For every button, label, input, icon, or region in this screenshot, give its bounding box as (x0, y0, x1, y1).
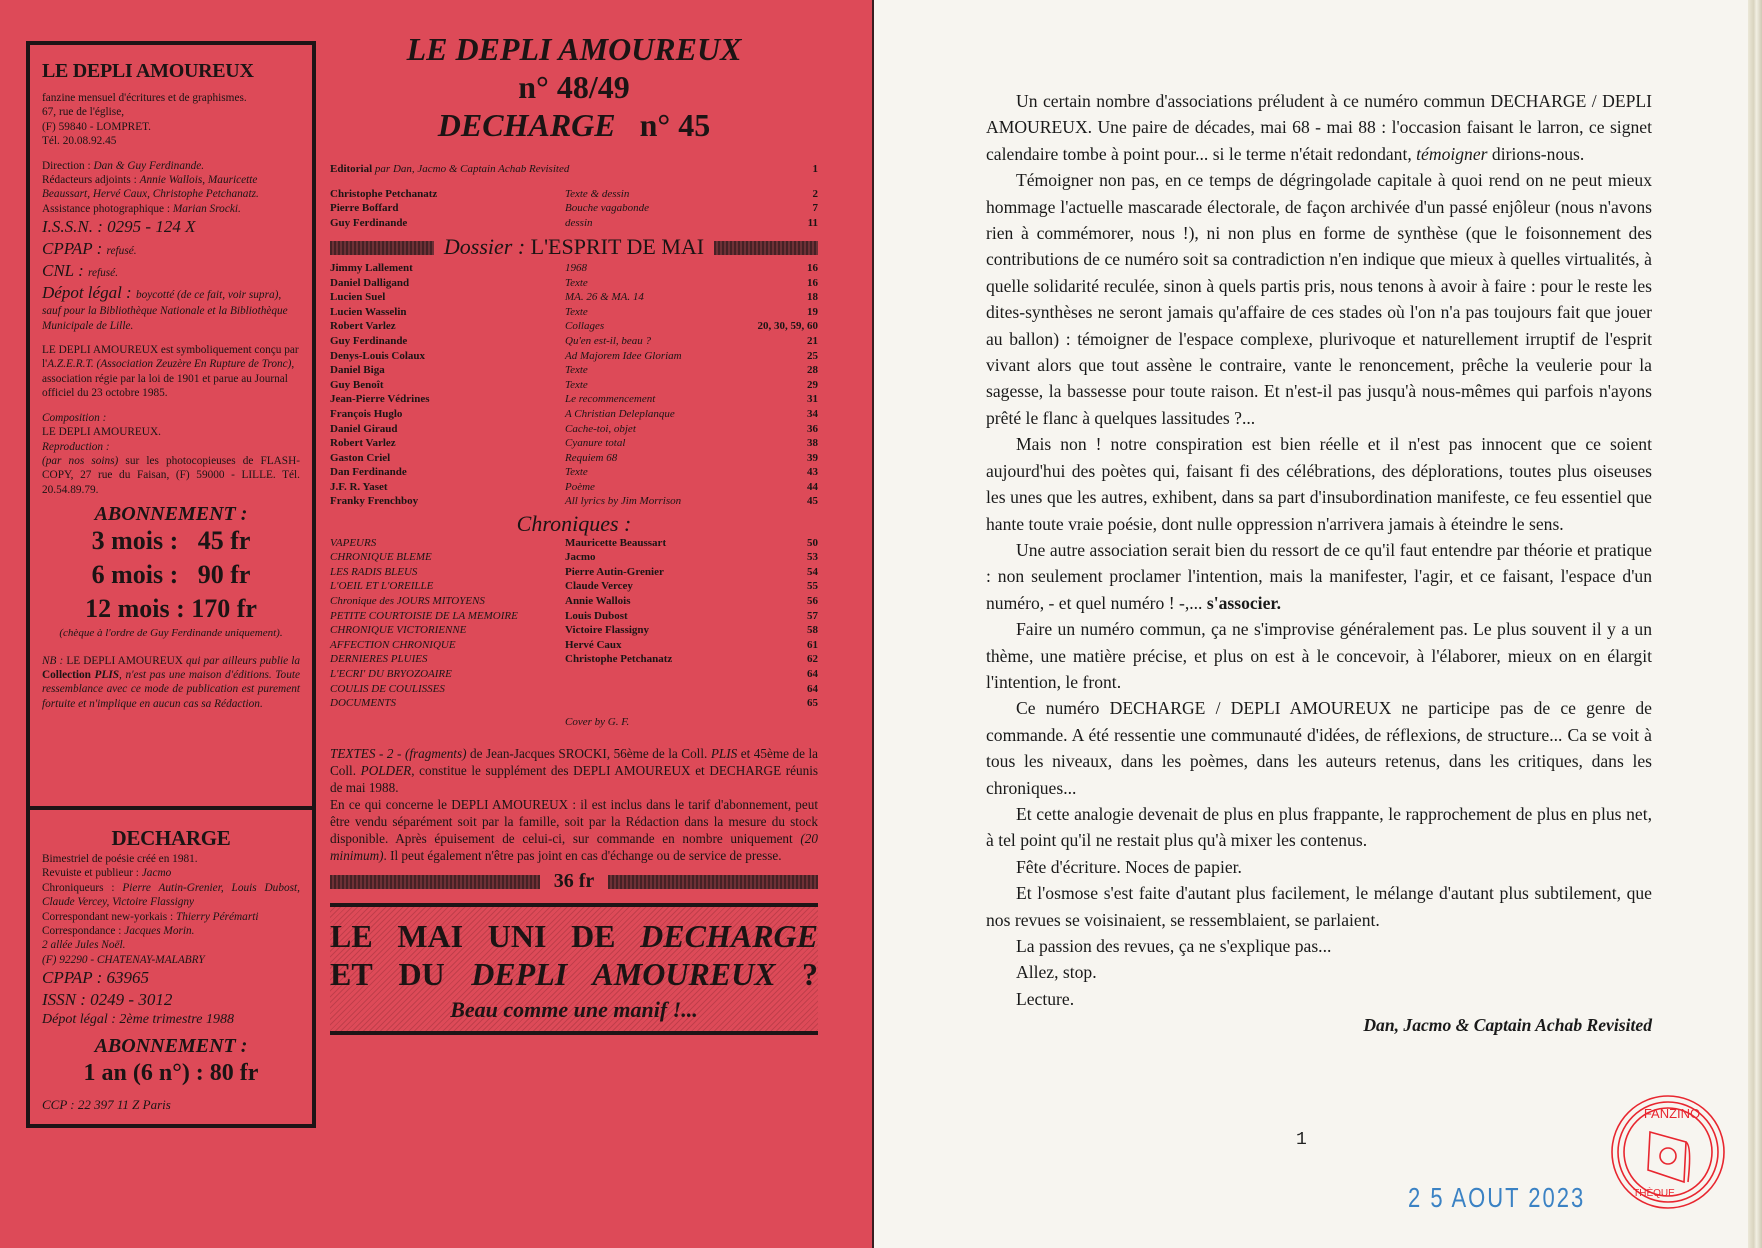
correspondant (42, 910, 300, 924)
price: 36 fr (553, 870, 595, 893)
cnl-label: CNL : (42, 261, 88, 281)
decharge-cppap: CPPAP : 63965 (42, 968, 150, 988)
toc-page: 45 (807, 495, 818, 508)
toc-page: 1 (812, 163, 818, 175)
toc-title: Ad Majorem Idee Gloriam (565, 349, 682, 362)
fanzinotheque-seal-icon (1608, 1092, 1728, 1212)
hatch-decoration (330, 241, 434, 255)
toc-title: Collages (565, 320, 605, 333)
toc-page: 7 (812, 202, 818, 215)
toc-title: Cyanure total (565, 437, 626, 450)
toc-page: 53 (807, 551, 818, 564)
toc-author: Franky Frenchboy (330, 495, 419, 508)
masthead-decharge-name: DECHARGE (437, 107, 616, 143)
dossier-title-wrap (443, 234, 705, 260)
address-line: Tél. 20.08.92.45 (42, 135, 117, 148)
toc-row (330, 363, 818, 378)
toc-author: Jean-Pierre Védrines (330, 393, 430, 406)
toc-title: LES RADIS BLEUS (330, 565, 418, 578)
toc-author: Guy Benoît (330, 378, 384, 391)
cover-credit: Cover by G. F. (565, 715, 630, 728)
reproduction-label: Reproduction : (42, 440, 110, 453)
address-line: (F) 59840 - LOMPRET. (42, 120, 151, 133)
toc-author: Hervé Caux (565, 638, 622, 651)
editorial-text-run: Allez, stop. (1016, 962, 1097, 983)
toc-row (330, 682, 818, 697)
assistance-label: Assistance photographique : (42, 202, 173, 215)
toc-title: Texte & dessin (565, 187, 630, 200)
dossier-label: Dossier : (443, 234, 531, 260)
toc-author: Jimmy Lallement (330, 261, 413, 274)
toc-title: AFFECTION CHRONIQUE (330, 638, 456, 651)
toc-title: VAPEURS (330, 536, 377, 549)
nb-text: qui par ailleurs publie la (182, 654, 300, 667)
toc-page: 50 (807, 536, 818, 549)
promo-italic: DEPLI AMOUREUX (471, 956, 776, 993)
masthead-decharge-number: n° 45 (639, 107, 711, 143)
toc-editorial-label: Editorial (330, 163, 375, 175)
correspondance-label: Correspondance : (42, 925, 125, 938)
editorial-paragraph (986, 880, 1652, 933)
cnl-value: refusé. (88, 267, 119, 280)
editorial-text-run: Et l'osmose s'est faite d'autant plus facilement, le mélange d'autant plus subtilement, que nos revues se voisinaient, se ressemblaient, se parlaient. (986, 883, 1652, 930)
hatch-decoration (714, 241, 818, 255)
issn: I.S.S.N. : 0295 - 124 X (42, 217, 196, 237)
toc-title: Texte (565, 305, 588, 318)
nb-label: NB : (42, 654, 67, 667)
correspondance-value: Jacques Morin. (124, 925, 195, 938)
toc-author: Denys-Louis Colaux (330, 349, 426, 362)
nb-collection: Collection (42, 668, 95, 681)
editorial-text-run: La passion des revues, ça ne s'explique pas... (1016, 936, 1332, 956)
toc-row (330, 392, 818, 407)
toc-page: 18 (807, 291, 818, 304)
toc-page: 28 (807, 364, 818, 377)
depot-value: boycotté (de ce fait, voir supra), sauf pour la Bibliothèque Nationale et la Bibliothèque Municipale de Lille. (42, 289, 288, 332)
reproduction-italic: (par nos soins) (42, 454, 119, 467)
toc-title: Le recommencement (565, 393, 656, 406)
direction (42, 159, 300, 173)
toc-author: Mauricette Beaussart (565, 536, 667, 549)
cppap-value: refusé. (106, 245, 137, 258)
editorial-text-run: Faire un numéro commun, ça ne s'improvise généralement pas. Le plus souvent il y a un thème, une matière précise, et plus on est à le concevoir, à l'élaborer, mieux on en élargit l'intention, le front. (986, 619, 1652, 692)
editorial-paragraph (986, 933, 1652, 959)
toc-page: 19 (807, 305, 818, 318)
supplement-note (330, 745, 818, 864)
toc-author: Annie Wallois (565, 595, 631, 608)
toc-page: 21 (807, 334, 818, 347)
chroniques-title: Chroniques : (516, 511, 632, 537)
toc-row (330, 319, 818, 334)
editorial-paragraph (986, 959, 1652, 985)
toc-row (330, 407, 818, 422)
toc-page: 57 (807, 609, 818, 622)
direction-value: Dan & Guy Ferdinande. (93, 159, 205, 172)
toc-title: Qu'en est-il, beau ? (565, 334, 652, 347)
assistance-value: Marian Srocki. (172, 202, 241, 215)
editorial-text-run: Fête d'écriture. Noces de papier. (1016, 856, 1242, 877)
toc-author (565, 667, 738, 682)
toc-page: 34 (807, 407, 818, 420)
dossier-heading (330, 234, 818, 260)
decharge-info-box (26, 806, 316, 1128)
toc-author: François Huglo (330, 407, 403, 420)
toc-page: 25 (807, 349, 818, 362)
editorial-signature: Dan, Jacmo & Captain Achab Revisited (1363, 1015, 1652, 1036)
toc-row (330, 436, 818, 451)
toc-author: Jacmo (565, 551, 596, 564)
toc-page: 2 (812, 187, 818, 200)
depot-label: Dépot légal : (42, 283, 136, 303)
cppap (42, 238, 300, 260)
editorial-text-run: Et cette analogie devenait de plus en plus frappante, le rapprochement de plus en plus net, à tel point qu'il ne restait plus qu'à mixer les contenus. (986, 803, 1652, 851)
page-edge (1748, 0, 1762, 1248)
supp-italic: PLIS (710, 746, 738, 762)
toc-title: DOCUMENTS (330, 697, 397, 710)
decharge-depot: Dépot légal : 2ème trimestre 1988 (42, 1012, 234, 1028)
toc-page: 11 (807, 216, 818, 229)
toc-row (330, 201, 818, 216)
promo-banner (330, 903, 818, 1035)
seal-top-text: FANZINO (1643, 1106, 1701, 1121)
toc-editorial-text (330, 162, 738, 177)
seal-bottom-text: THÈQUE (1633, 1188, 1675, 1199)
toc-title: DERNIERES PLUIES (330, 653, 428, 666)
toc-row (330, 378, 818, 393)
toc-title: CHRONIQUE VICTORIENNE (330, 624, 467, 637)
toc-row (330, 465, 818, 480)
supp-text: En ce qui concerne le DEPLI AMOUREUX : il est inclus dans le tarif d'abonnement, peut être vendu séparément soit par la famille, soit par la Rédaction dans la mesure du stock disponible. Après épuisement de celui-ci, sur commande en nombre uniquement (330, 797, 818, 847)
redacteurs-value: Annie Wallois, Mauricette Beaussart, Hervé Caux, Christophe Petchanatz. (42, 174, 259, 201)
table-of-contents-column (330, 30, 818, 1035)
symbol-text: LE DEPLI AMOUREUX est symboliquement conçu par l' (42, 344, 299, 371)
box-title: DECHARGE (111, 826, 231, 850)
supp-italic: POLDER (360, 763, 412, 779)
toc-row (330, 652, 818, 667)
toc-title: 1968 (565, 261, 587, 274)
supp-italic: (20 minimum) (330, 831, 818, 864)
composition-value: LE DEPLI AMOUREUX. (42, 426, 161, 439)
cppap-label: CPPAP : (42, 239, 107, 259)
editorial-paragraph (986, 695, 1652, 801)
toc-row (330, 696, 818, 711)
toc-row (330, 305, 818, 320)
symbolic-note (42, 343, 300, 401)
toc-title: CHRONIQUE BLEME (330, 551, 432, 564)
toc-page: 29 (807, 378, 818, 391)
left-page-red-cover (0, 0, 874, 1248)
toc-author: Pierre Boffard (330, 202, 399, 215)
toc-page: 36 (807, 422, 818, 435)
toc-page: 43 (807, 466, 818, 479)
toc-title: Texte (565, 466, 588, 479)
promo-text: LE MAI UNI DE (330, 918, 641, 955)
toc-author: Lucien Wasselin (330, 305, 407, 318)
toc-row (330, 187, 818, 202)
editorial-text-run: Mais non ! notre conspiration est bien réelle et il n'est pas innocent que ce soient aujourd'hui des poètes qui, faisant fi des célébrations, des déplorations, toutes plus oiseuses les unes que les autres, exhibent, dans sa part d'insubordination manifeste, ce feu essentiel que hante toute vraie poésie, dont nulle oppression n'arrivera jamais à éteindre le sens. (986, 434, 1652, 534)
redacteurs (42, 173, 300, 202)
correspondance (42, 924, 300, 938)
toc-page: 31 (807, 393, 818, 406)
box-title: LE DEPLI AMOUREUX (42, 60, 254, 82)
symbol-association: A.Z.E.R.T. (Association Zeuzère En Rupture de Tronc) (47, 358, 292, 371)
abonnement-line: 6 mois : 90 fr (91, 559, 251, 589)
hatch-decoration (608, 875, 818, 889)
toc-row (330, 494, 818, 509)
toc-title: MA. 26 & MA. 14 (565, 291, 644, 304)
editorial-text-run: s'associer. (1206, 592, 1281, 613)
toc-page: 64 (807, 682, 818, 695)
toc-author: Daniel Biga (330, 364, 385, 377)
toc-author (565, 682, 738, 697)
toc-row (330, 451, 818, 466)
page-number: 1 (1296, 1130, 1307, 1150)
toc-page: 65 (807, 697, 818, 710)
date-stamp: 2 5 AOUT 2023 (1408, 1181, 1586, 1213)
editorial-text (986, 88, 1652, 1039)
cnl (42, 260, 300, 282)
toc-author: J.F. R. Yaset (330, 480, 388, 493)
toc-row (330, 334, 818, 349)
promo-line (330, 917, 818, 955)
supp-text: . Il peut également n'être pas joint en cas d'échange ou de service de presse. (383, 848, 782, 864)
decharge-abonnement-line: 1 an (6 n°) : 80 fr (83, 1059, 259, 1086)
supp-text: de Jean-Jacques SROCKI, 56ème de la Coll. (466, 746, 711, 762)
toc-row (330, 290, 818, 305)
toc (330, 162, 818, 729)
toc-title: Texte (565, 364, 588, 377)
promo-line (330, 955, 818, 993)
toc-title: PETITE COURTOISIE DE LA MEMOIRE (330, 609, 518, 622)
toc-row (330, 609, 818, 624)
toc-page: 56 (807, 595, 818, 608)
toc-editorial (330, 162, 818, 177)
reproduction (42, 454, 300, 497)
revuiste-label: Revuiste et publieur : (42, 867, 142, 880)
decharge-abonnement-title: ABONNEMENT : (94, 1035, 248, 1058)
address-line: 67, rue de l'église, (42, 106, 125, 119)
editorial-text-run: dirions-nous. (1487, 143, 1585, 164)
nb-note (42, 654, 300, 712)
promo-subtitle: Beau comme une manif !... (450, 997, 698, 1023)
editorial-paragraph (986, 167, 1652, 431)
editorial-text-run: Lecture. (1016, 988, 1075, 1009)
toc-author: Guy Ferdinande (330, 334, 408, 347)
assistance (42, 202, 300, 216)
chroniqueurs (42, 881, 300, 910)
symbol-text-end: , association régie par la loi de 1901 et parue au Journal officiel du 23 octobre 1985. (42, 358, 295, 400)
toc-page: 55 (807, 580, 818, 593)
toc-title: Texte (565, 378, 588, 391)
price-row (330, 870, 818, 893)
toc-title: Cache-toi, objet (565, 422, 636, 435)
toc-author: Guy Ferdinande (330, 216, 408, 229)
editorial-paragraph (986, 854, 1652, 880)
toc-page: 62 (807, 653, 818, 666)
decharge-ccp: CCP : 22 397 11 Z Paris (42, 1096, 171, 1112)
promo-text: ? (775, 956, 819, 993)
toc-page: 54 (807, 565, 818, 578)
masthead-issue: n° 48/49 (518, 69, 630, 105)
promo-text: ET DU (330, 956, 472, 993)
toc-author: Daniel Giraud (330, 422, 398, 435)
nb-plis: PLIS (94, 668, 120, 681)
toc-author: Dan Ferdinande (330, 466, 407, 479)
toc-row (330, 480, 818, 495)
toc-editorial-by: par Dan, Jacmo & Captain Achab Revisited (374, 163, 570, 175)
toc-row (330, 536, 818, 551)
supp-italic: TEXTES - 2 - (fragments) (330, 746, 467, 762)
toc-author: Victoire Flassigny (565, 624, 650, 637)
supp-text: , constitue le supplément des DEPLI AMOUREUX et DECHARGE réunis de mai 1988. (330, 763, 818, 796)
decharge-line: Bimestriel de poésie créé en 1981. (42, 853, 198, 865)
editorial-text-run: témoigner (1416, 143, 1488, 164)
toc-row (330, 594, 818, 609)
toc-title: L'ECRI' DU BRYOZOAIRE (330, 668, 452, 680)
nb-title: LE DEPLI AMOUREUX (66, 654, 183, 667)
masthead-decharge (330, 106, 818, 144)
editorial-text-run: Une autre association serait bien du ressort de ce qu'il faut entendre par théorie et pratique : non seulement proclamer l'intention, mais la manifester, l'agir, et ce faisant, l'espace d'un numéro, - et quel numéro ! -,... (986, 539, 1652, 613)
toc-row (330, 565, 818, 580)
toc-author: Lucien Suel (330, 291, 386, 304)
toc-page: 58 (807, 624, 818, 637)
toc-row (330, 579, 818, 594)
editorial-text-run: Ce numéro DECHARGE / DEPLI AMOUREUX ne participe pas de ce genre de commande. A été ressentie une communauté d'idées, de réflexions, de structure... Ca se voit à tous les niveaux, dans les poèmes, dans les auteurs retenus, dans les critiques, dans les chroniques... (986, 698, 1652, 798)
editorial-paragraph (986, 986, 1652, 1012)
toc-author: Louis Dubost (565, 609, 628, 622)
toc-page: 39 (807, 451, 818, 464)
correspondant-value: Thierry Pérémarti (175, 910, 259, 923)
toc-title: Chronique des JOURS MITOYENS (330, 595, 485, 608)
toc-author: Daniel Dalligand (330, 276, 410, 289)
depot-legal (42, 282, 300, 333)
toc-row (330, 667, 818, 682)
toc-author: Pierre Autin-Grenier (565, 565, 664, 578)
chroniqueurs-value: Pierre Autin-Grenier, Louis Dubost, Claude Vercey, Victoire Flassigny (42, 881, 300, 909)
toc-author: Gaston Criel (330, 451, 391, 464)
editorial-paragraph (986, 801, 1652, 854)
toc-author: Robert Varlez (330, 437, 396, 450)
toc-author: Claude Vercey (565, 580, 633, 593)
cheque-note: (chèque à l'ordre de Guy Ferdinande uniquement). (59, 626, 283, 639)
toc-row (330, 276, 818, 291)
redacteurs-label: Rédacteurs adjoints : (42, 174, 140, 187)
toc-title: Poème (565, 480, 595, 493)
reproduction-value: sur les photocopieuses de FLASH-COPY, 27 rue du Faisan, (F) 59000 - LILLE. Tél. 20.54.89.79. (42, 454, 300, 496)
revuiste (42, 866, 300, 880)
composition-label: Composition : (42, 411, 107, 424)
toc-title: dessin (565, 216, 593, 229)
abonnement-line: 12 mois : 170 fr (85, 593, 257, 623)
toc-row (330, 349, 818, 364)
revuiste-value: Jacmo (141, 867, 172, 880)
toc-row (330, 550, 818, 565)
supp-text: et 45ème de la Coll. (330, 746, 818, 779)
correspondant-label: Correspondant new-yorkais : (42, 910, 176, 923)
toc-row (330, 638, 818, 653)
toc-row (330, 261, 818, 276)
nb-text-end: , n'est pas une maison d'éditions. Toute ressemblance avec ce mode de publication est purement fortuite et n'implique en aucun cas sa Rédaction. (42, 668, 300, 710)
editorial-paragraph (986, 431, 1652, 537)
toc-title: All lyrics by Jim Morrison (565, 495, 682, 508)
toc-title: Bouche vagabonde (565, 202, 649, 215)
editorial-text-run: Un certain nombre d'associations préludent à ce numéro commun DECHARGE / DEPLI AMOUREUX. Une paire de décades, mai 68 - mai 88 : l'occasion faisant le larron, ce signet calendaire tombe à point pour... si le terme n'était redondant, (986, 91, 1652, 164)
toc-page: 20, 30, 59, 60 (757, 320, 818, 333)
toc-page: 61 (807, 638, 818, 651)
decharge-address: (F) 92290 - CHATENAY-MALABRY (42, 953, 205, 966)
chroniqueurs-label: Chroniqueurs : (42, 881, 123, 894)
toc-page: 44 (807, 480, 818, 493)
editorial-paragraph (986, 537, 1652, 616)
abonnement-line: 3 mois : 45 fr (91, 525, 251, 555)
editorial-paragraph (986, 88, 1652, 167)
toc-title: Texte (565, 276, 588, 289)
toc-author: Robert Varlez (330, 320, 396, 333)
direction-label: Direction : (42, 159, 94, 172)
masthead-title: LE DEPLI AMOUREUX (406, 31, 742, 67)
toc-title: A Christian Deleplanque (565, 407, 675, 420)
toc-row (330, 216, 818, 231)
depli-amoureux-info-box (26, 41, 316, 807)
toc-author (565, 696, 738, 711)
toc-page: 16 (807, 276, 818, 289)
editorial-text-run: Témoigner non pas, en ce temps de dégringolade capitale à quoi rend on ne peut mieux hommage l'actuelle mascarade électorale, de façon archivée d'un passé enjôleur (nous n'avons rien à commémorer, nous !), ni non plus en forme de synthèse (que le foisonnement des contributions de ce numéro soit sa contradiction n'en indique que mieux à quelles virtualités, à quelle solidarité reculée, sinon à quels partis pris, nous tenons à avoir à faire : pour le reste les dites-synthèses ne seront jamais qu'affaire de ces stades où l'on n'a pas toujours fait que jouer au ballon) : témoigner de l'espace complexe, plurivoque et naturellement irruptif de l'esprit vivant alors que tout assène le contraire, vante le renoncement, prêche la veulerie pour la sagesse, la bassesse pour toute raison. Et n'est-il pas jusqu'à nous-mêmes qui parfois n'ayons prêté le flanc à quelques lassitudes ?... (986, 170, 1652, 428)
abonnement-title: ABONNEMENT : (94, 503, 248, 526)
toc-page: 16 (807, 261, 818, 274)
toc-author: Christophe Petchanatz (565, 653, 673, 666)
toc-row (330, 422, 818, 437)
promo-italic: DECHARGE (640, 918, 818, 955)
decharge-address: 2 allée Jules Noël. (42, 939, 126, 952)
toc-row (330, 623, 818, 638)
toc-author: Christophe Petchanatz (330, 187, 438, 200)
address-line: fanzine mensuel d'écritures et de graphismes. (42, 92, 247, 104)
toc-page: 64 (807, 668, 818, 680)
toc-title: L'OEIL ET L'OREILLE (330, 580, 434, 593)
toc-title: COULIS DE COULISSES (330, 682, 445, 695)
editorial-paragraph (986, 616, 1652, 695)
decharge-issn: ISSN : 0249 - 3012 (42, 990, 173, 1010)
hatch-decoration (330, 875, 540, 889)
toc-title: Requiem 68 (565, 451, 618, 464)
toc-page: 38 (807, 437, 818, 450)
dossier-title: L'ESPRIT DE MAI (530, 234, 705, 260)
